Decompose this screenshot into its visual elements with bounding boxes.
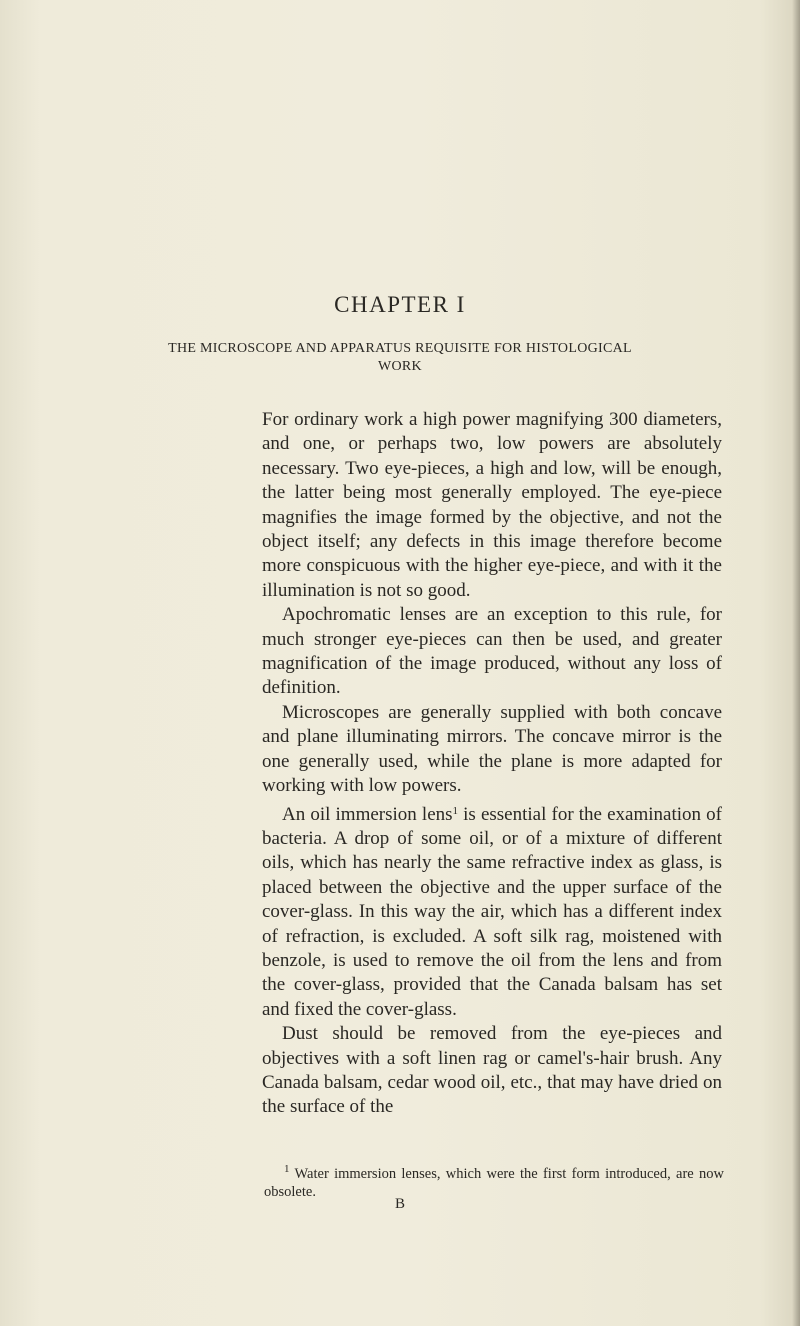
chapter-subtitle-line-1: THE MICROSCOPE AND APPARATUS REQUISITE FOR HISTOLOGICAL <box>168 341 632 356</box>
paragraph-3: Microscopes are generally supplied with both concave and plane illuminating mirrors. The concave mirror is the one generally used, while the plane is more adapted for working with low powers. <box>262 701 722 797</box>
paragraph-2: Apochromatic lenses are an exception to this rule, for much stronger eye-pieces can then be used, and greater magnification of the image produced, without any loss of definition. <box>262 604 722 699</box>
body-text <box>262 408 722 1120</box>
paragraph-4 <box>262 799 722 1023</box>
chapter-subtitle-line-2: WORK <box>378 359 422 374</box>
signature-mark: B <box>394 1196 405 1212</box>
chapter-subtitle <box>0 340 800 376</box>
page-edge-shadow <box>792 0 800 1326</box>
paragraph-5: Dust should be removed from the eye-pieces and objectives with a soft linen rag or camel's-hair brush. Any Canada balsam, cedar wood oil, etc., that may have dried on the surface of the <box>262 1023 722 1118</box>
footnote-marker: 1 <box>284 1163 290 1175</box>
chapter-heading: CHAPTER I <box>334 292 466 317</box>
paragraph-4-rest: is essential for the examination of bacteria. A drop of some oil, or of a mixture of different oils, which has nearly the same refractive index as glass, is placed between the objective and the upper surface of the cover-glass. In this way the air, which has a different index of refraction, is excluded. A soft silk rag, moistened with benzole, is used to remove the oil from the lens and from the cover-glass, provided that the Canada balsam has set and fixed the cover-glass. <box>262 803 722 1020</box>
footnote-text: Water immersion lenses, which were the first form introduced, are now obsolete. <box>264 1166 724 1200</box>
footnote-reference[interactable]: 1 <box>452 804 459 817</box>
paragraph-1: For ordinary work a high power magnifying 300 diameters, and one, or perhaps two, low powers are absolutely necessary. Two eye-pieces, a high and low, will be enough, the latter being most generally employed. The eye-piece magnifies the image formed by the objective, and not the object itself; any defects in this image therefore become more conspicuous with the higher eye-piece, and with it the illumination is not so good. <box>262 409 722 601</box>
footnote-area <box>264 1160 724 1201</box>
footnote-1 <box>264 1160 724 1201</box>
paragraph-4-start: An oil immersion lens <box>282 803 453 825</box>
